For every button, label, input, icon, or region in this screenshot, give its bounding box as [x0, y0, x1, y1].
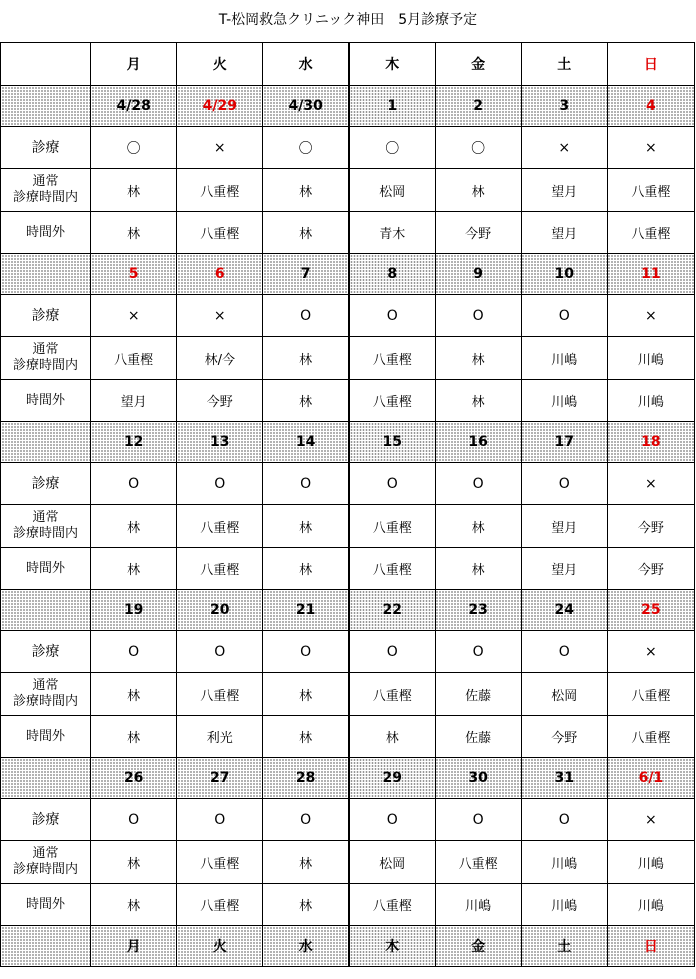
doctor-name: 林 [91, 212, 177, 254]
date-cell: 7 [263, 254, 349, 295]
shinryo-mark: O [349, 463, 435, 505]
shinryo-mark: 〇 [91, 127, 177, 169]
date-cell: 14 [263, 422, 349, 463]
doctor-name: 林 [91, 673, 177, 716]
shinryo-mark: O [349, 799, 435, 841]
shinryo-mark: O [91, 799, 177, 841]
normal-hours-row [1, 841, 695, 884]
doctor-name: 八重樫 [177, 548, 263, 590]
date-cell: 26 [91, 758, 177, 799]
shinryo-mark: × [607, 295, 694, 337]
date-row-label [1, 422, 91, 463]
doctor-name: 川嶋 [607, 380, 694, 422]
doctor-name: 八重樫 [349, 380, 435, 422]
after-hours-row [1, 716, 695, 758]
date-cell: 31 [521, 758, 607, 799]
date-cell: 8 [349, 254, 435, 295]
after-hours-row [1, 884, 695, 926]
date-cell: 22 [349, 590, 435, 631]
doctor-name: 林 [91, 548, 177, 590]
normal-hours-row [1, 169, 695, 212]
shinryo-mark: O [349, 631, 435, 673]
shinryo-row [1, 295, 695, 337]
date-row-label [1, 254, 91, 295]
doctor-name: 林 [91, 716, 177, 758]
shinryo-mark: O [435, 631, 521, 673]
shinryo-label: 診療 [1, 631, 91, 673]
doctor-name: 望月 [521, 169, 607, 212]
doctor-name: 林/今 [177, 337, 263, 380]
date-cell: 18 [607, 422, 694, 463]
doctor-name: 八重樫 [349, 884, 435, 926]
shinryo-row [1, 799, 695, 841]
after-hours-label: 時間外 [1, 548, 91, 590]
after-hours-label: 時間外 [1, 212, 91, 254]
doctor-name: 川嶋 [521, 841, 607, 884]
normal-hours-label [1, 841, 91, 884]
doctor-name: 今野 [607, 505, 694, 548]
weekday-header: 水 [263, 926, 349, 967]
doctor-name: 松岡 [349, 841, 435, 884]
normal-hours-label [1, 673, 91, 716]
weekday-header: 火 [177, 926, 263, 967]
shinryo-mark: × [607, 127, 694, 169]
weekday-header: 日 [607, 926, 694, 967]
shinryo-mark: × [607, 799, 694, 841]
date-cell: 3 [521, 86, 607, 127]
doctor-name: 林 [435, 337, 521, 380]
after-hours-label: 時間外 [1, 716, 91, 758]
doctor-name: 八重樫 [607, 716, 694, 758]
date-cell: 19 [91, 590, 177, 631]
shinryo-row [1, 631, 695, 673]
doctor-name: 今野 [177, 380, 263, 422]
normal-label-line1: 通常 [32, 846, 59, 861]
doctor-name: 林 [91, 884, 177, 926]
doctor-name: 林 [435, 380, 521, 422]
date-cell: 1 [349, 86, 435, 127]
normal-label-line2: 診療時間内 [13, 526, 79, 541]
normal-label-line1: 通常 [32, 342, 59, 357]
doctor-name: 林 [91, 169, 177, 212]
shinryo-row [1, 127, 695, 169]
date-cell: 4 [607, 86, 694, 127]
shinryo-mark: O [435, 463, 521, 505]
doctor-name: 八重樫 [177, 169, 263, 212]
date-cell: 27 [177, 758, 263, 799]
corner-cell [1, 43, 91, 86]
weekday-header: 土 [521, 43, 607, 86]
normal-label-line2: 診療時間内 [13, 190, 79, 205]
shinryo-mark: × [177, 295, 263, 337]
doctor-name: 松岡 [349, 169, 435, 212]
doctor-name: 林 [263, 212, 349, 254]
normal-hours-row [1, 505, 695, 548]
shinryo-label: 診療 [1, 127, 91, 169]
doctor-name: 林 [263, 716, 349, 758]
doctor-name: 八重樫 [177, 505, 263, 548]
date-cell: 12 [91, 422, 177, 463]
shinryo-mark: O [263, 295, 349, 337]
normal-hours-row [1, 673, 695, 716]
doctor-name: 八重樫 [177, 884, 263, 926]
doctor-name: 川嶋 [607, 884, 694, 926]
shinryo-label: 診療 [1, 463, 91, 505]
doctor-name: 林 [91, 841, 177, 884]
doctor-name: 八重樫 [177, 673, 263, 716]
shinryo-mark: O [91, 631, 177, 673]
doctor-name: 今野 [521, 716, 607, 758]
doctor-name: 松岡 [521, 673, 607, 716]
doctor-name: 望月 [521, 505, 607, 548]
doctor-name: 林 [91, 505, 177, 548]
weekday-header: 金 [435, 926, 521, 967]
after-hours-label: 時間外 [1, 884, 91, 926]
shinryo-mark: O [263, 631, 349, 673]
weekday-header-row [1, 43, 695, 86]
doctor-name: 川嶋 [607, 337, 694, 380]
date-cell: 25 [607, 590, 694, 631]
shinryo-mark: O [263, 463, 349, 505]
weekday-header: 水 [263, 43, 349, 86]
shinryo-mark: O [435, 799, 521, 841]
date-cell: 20 [177, 590, 263, 631]
doctor-name: 八重樫 [177, 212, 263, 254]
doctor-name: 林 [263, 380, 349, 422]
doctor-name: 林 [263, 169, 349, 212]
doctor-name: 望月 [521, 212, 607, 254]
doctor-name: 望月 [91, 380, 177, 422]
normal-hours-label [1, 169, 91, 212]
date-cell: 16 [435, 422, 521, 463]
normal-label-line2: 診療時間内 [13, 862, 79, 877]
shinryo-mark: O [521, 631, 607, 673]
page-title: T-松岡救急クリニック神田 5月診療予定 [218, 12, 478, 28]
doctor-name: 八重樫 [607, 212, 694, 254]
date-cell: 30 [435, 758, 521, 799]
shinryo-label: 診療 [1, 799, 91, 841]
doctor-name: 八重樫 [607, 169, 694, 212]
doctor-name: 八重樫 [349, 673, 435, 716]
normal-label-line1: 通常 [32, 678, 59, 693]
weekday-header: 月 [91, 926, 177, 967]
doctor-name: 林 [263, 673, 349, 716]
shinryo-mark: 〇 [349, 127, 435, 169]
normal-label-line1: 通常 [32, 510, 59, 525]
date-cell: 23 [435, 590, 521, 631]
doctor-name: 望月 [521, 548, 607, 590]
shinryo-mark: O [521, 295, 607, 337]
doctor-name: 八重樫 [177, 841, 263, 884]
doctor-name: 青木 [349, 212, 435, 254]
date-cell: 21 [263, 590, 349, 631]
shinryo-mark: O [435, 295, 521, 337]
doctor-name: 八重樫 [435, 841, 521, 884]
normal-hours-label [1, 337, 91, 380]
doctor-name: 川嶋 [521, 884, 607, 926]
shinryo-mark: O [177, 631, 263, 673]
weekday-footer-row [1, 926, 695, 967]
doctor-name: 佐藤 [435, 716, 521, 758]
date-cell: 6/1 [607, 758, 694, 799]
weekday-header: 金 [435, 43, 521, 86]
weekday-header: 月 [91, 43, 177, 86]
date-cell: 10 [521, 254, 607, 295]
corner-cell [1, 926, 91, 967]
doctor-name: 八重樫 [349, 548, 435, 590]
date-row-label [1, 86, 91, 127]
doctor-name: 利光 [177, 716, 263, 758]
doctor-name: 林 [349, 716, 435, 758]
doctor-name: 林 [263, 548, 349, 590]
doctor-name: 八重樫 [607, 673, 694, 716]
date-cell: 5 [91, 254, 177, 295]
doctor-name: 八重樫 [349, 505, 435, 548]
shinryo-mark: × [521, 127, 607, 169]
shinryo-row [1, 463, 695, 505]
normal-hours-label [1, 505, 91, 548]
date-row [1, 758, 695, 799]
weekday-header: 火 [177, 43, 263, 86]
date-row [1, 254, 695, 295]
date-cell: 17 [521, 422, 607, 463]
normal-label-line2: 診療時間内 [13, 694, 79, 709]
date-cell: 11 [607, 254, 694, 295]
shinryo-mark: × [177, 127, 263, 169]
after-hours-label: 時間外 [1, 380, 91, 422]
schedule-table [0, 42, 695, 967]
date-cell: 13 [177, 422, 263, 463]
shinryo-label: 診療 [1, 295, 91, 337]
shinryo-mark: O [91, 463, 177, 505]
doctor-name: 林 [435, 169, 521, 212]
doctor-name: 今野 [607, 548, 694, 590]
shinryo-mark: × [607, 463, 694, 505]
doctor-name: 林 [263, 505, 349, 548]
shinryo-mark: O [177, 463, 263, 505]
doctor-name: 佐藤 [435, 673, 521, 716]
after-hours-row [1, 380, 695, 422]
shinryo-mark: O [349, 295, 435, 337]
after-hours-row [1, 212, 695, 254]
normal-hours-row [1, 337, 695, 380]
weekday-header: 日 [607, 43, 694, 86]
date-cell: 9 [435, 254, 521, 295]
doctor-name: 八重樫 [349, 337, 435, 380]
weekday-header: 土 [521, 926, 607, 967]
date-row-label [1, 758, 91, 799]
date-row-label [1, 590, 91, 631]
shinryo-mark: O [521, 463, 607, 505]
doctor-name: 林 [435, 548, 521, 590]
shinryo-mark: O [263, 799, 349, 841]
doctor-name: 林 [263, 337, 349, 380]
date-row [1, 86, 695, 127]
doctor-name: 八重樫 [91, 337, 177, 380]
doctor-name: 林 [435, 505, 521, 548]
shinryo-mark: O [177, 799, 263, 841]
shinryo-mark: 〇 [263, 127, 349, 169]
normal-label-line1: 通常 [32, 174, 59, 189]
doctor-name: 今野 [435, 212, 521, 254]
shinryo-mark: × [91, 295, 177, 337]
date-cell: 24 [521, 590, 607, 631]
date-row [1, 590, 695, 631]
doctor-name: 川嶋 [521, 337, 607, 380]
doctor-name: 林 [263, 884, 349, 926]
date-cell: 15 [349, 422, 435, 463]
weekday-header: 木 [349, 43, 435, 86]
shinryo-mark: O [521, 799, 607, 841]
date-cell: 4/29 [177, 86, 263, 127]
date-cell: 4/28 [91, 86, 177, 127]
date-cell: 4/30 [263, 86, 349, 127]
date-cell: 29 [349, 758, 435, 799]
shinryo-mark: × [607, 631, 694, 673]
doctor-name: 川嶋 [521, 380, 607, 422]
doctor-name: 林 [263, 841, 349, 884]
weekday-header: 木 [349, 926, 435, 967]
date-cell: 2 [435, 86, 521, 127]
normal-label-line2: 診療時間内 [13, 358, 79, 373]
shinryo-mark: 〇 [435, 127, 521, 169]
doctor-name: 川嶋 [607, 841, 694, 884]
date-cell: 6 [177, 254, 263, 295]
after-hours-row [1, 548, 695, 590]
doctor-name: 川嶋 [435, 884, 521, 926]
date-cell: 28 [263, 758, 349, 799]
date-row [1, 422, 695, 463]
